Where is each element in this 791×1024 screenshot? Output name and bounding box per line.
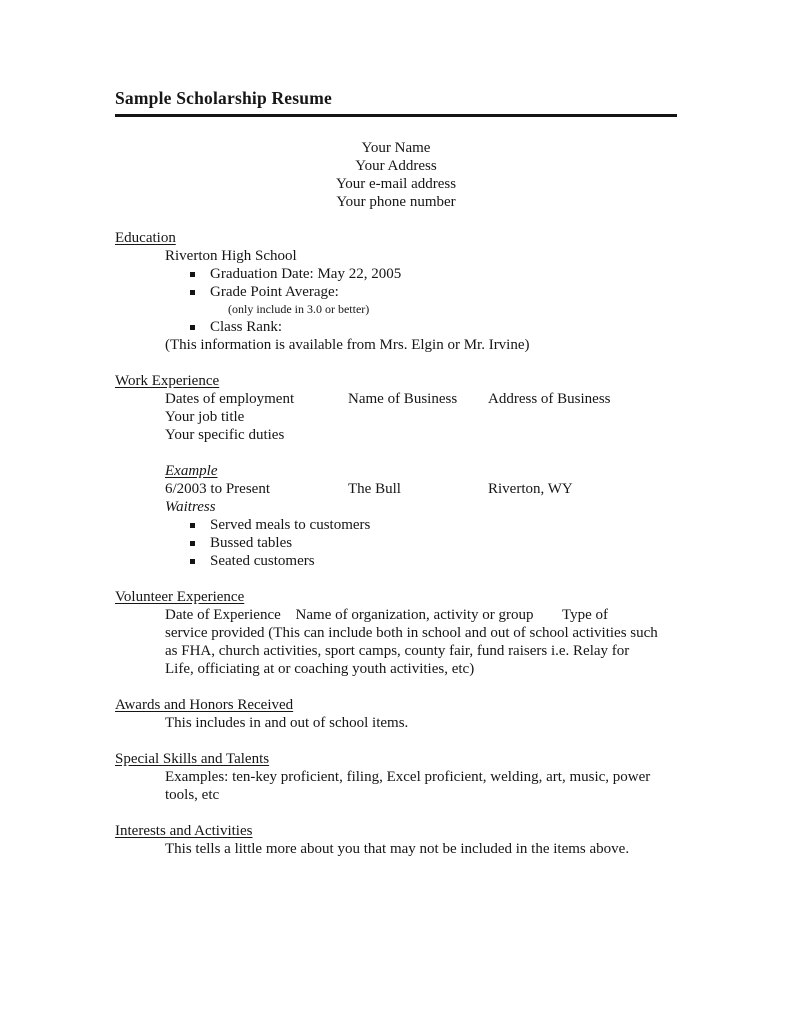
contact-email: Your e-mail address xyxy=(335,176,457,192)
example-location: Riverton, WY xyxy=(488,481,573,497)
bullet-text: Bussed tables xyxy=(210,535,293,551)
volunteer-line-1 xyxy=(165,606,677,624)
contact-name: Your Name xyxy=(361,140,431,156)
work-col-business: Name of Business xyxy=(348,391,458,407)
example-job-title: Waitress xyxy=(165,499,216,515)
section-interests xyxy=(115,822,677,858)
work-job-title-line: Your job title xyxy=(165,409,245,425)
education-heading: Education xyxy=(115,230,176,246)
education-gpa-note: (only include in 3.0 or better) xyxy=(228,302,370,316)
contact-phone: Your phone number xyxy=(336,194,456,210)
example-duty-1 xyxy=(190,516,677,534)
volunteer-line-4: Life, officiating at or coaching youth activities, etc) xyxy=(165,661,475,677)
skills-line-1: Examples: ten-key proficient, filing, Excel proficient, welding, art, music, power xyxy=(165,769,651,785)
example-duty-2 xyxy=(190,534,677,552)
volunteer-org-label: Name of organization, activity or group xyxy=(295,607,534,623)
volunteer-heading: Volunteer Experience xyxy=(115,589,245,605)
example-dates: 6/2003 to Present xyxy=(165,481,270,497)
work-columns-row xyxy=(165,390,677,408)
work-col-dates: Dates of employment xyxy=(165,391,295,407)
section-work-experience xyxy=(115,372,677,570)
example-business: The Bull xyxy=(348,481,401,497)
section-education xyxy=(115,229,677,354)
bullet-text: Served meals to customers xyxy=(210,517,371,533)
square-bullet-icon xyxy=(190,559,195,564)
education-school: Riverton High School xyxy=(165,248,297,264)
work-example-label: Example xyxy=(165,463,218,479)
contact-block xyxy=(115,139,677,211)
work-duties-line: Your specific duties xyxy=(165,427,285,443)
square-bullet-icon xyxy=(190,523,195,528)
contact-address: Your Address xyxy=(355,158,437,174)
square-bullet-icon xyxy=(190,325,195,330)
skills-line-2: tools, etc xyxy=(165,787,220,803)
volunteer-date-label: Date of Experience xyxy=(165,607,281,623)
work-col-address: Address of Business xyxy=(488,391,611,407)
document-title: Sample Scholarship Resume xyxy=(115,88,677,117)
example-duty-3 xyxy=(190,552,677,570)
square-bullet-icon xyxy=(190,290,195,295)
awards-body: This includes in and out of school items. xyxy=(165,715,409,731)
education-footnote: (This information is available from Mrs. Elgin or Mr. Irvine) xyxy=(165,337,530,353)
volunteer-line-2: service provided (This can include both in school and out of school activities such xyxy=(165,625,658,641)
education-bullet-class-rank xyxy=(190,318,677,336)
work-example-row xyxy=(165,480,677,498)
volunteer-type-label: Type of xyxy=(562,607,609,623)
bullet-text: Seated customers xyxy=(210,553,315,569)
interests-body: This tells a little more about you that may not be included in the items above. xyxy=(165,841,630,857)
square-bullet-icon xyxy=(190,541,195,546)
work-heading: Work Experience xyxy=(115,373,220,389)
section-volunteer-experience xyxy=(115,588,677,678)
education-bullet-gpa xyxy=(190,283,677,301)
bullet-text: Grade Point Average: xyxy=(210,284,339,300)
skills-heading: Special Skills and Talents xyxy=(115,751,270,767)
bullet-text: Class Rank: xyxy=(210,319,283,335)
education-bullet-graduation xyxy=(190,265,677,283)
awards-heading: Awards and Honors Received xyxy=(115,697,294,713)
section-awards xyxy=(115,696,677,732)
bullet-text: Graduation Date: May 22, 2005 xyxy=(210,266,402,282)
section-special-skills xyxy=(115,750,677,804)
volunteer-line-3: as FHA, church activities, sport camps, county fair, fund raisers i.e. Relay for xyxy=(165,643,630,659)
square-bullet-icon xyxy=(190,272,195,277)
interests-heading: Interests and Activities xyxy=(115,823,253,839)
